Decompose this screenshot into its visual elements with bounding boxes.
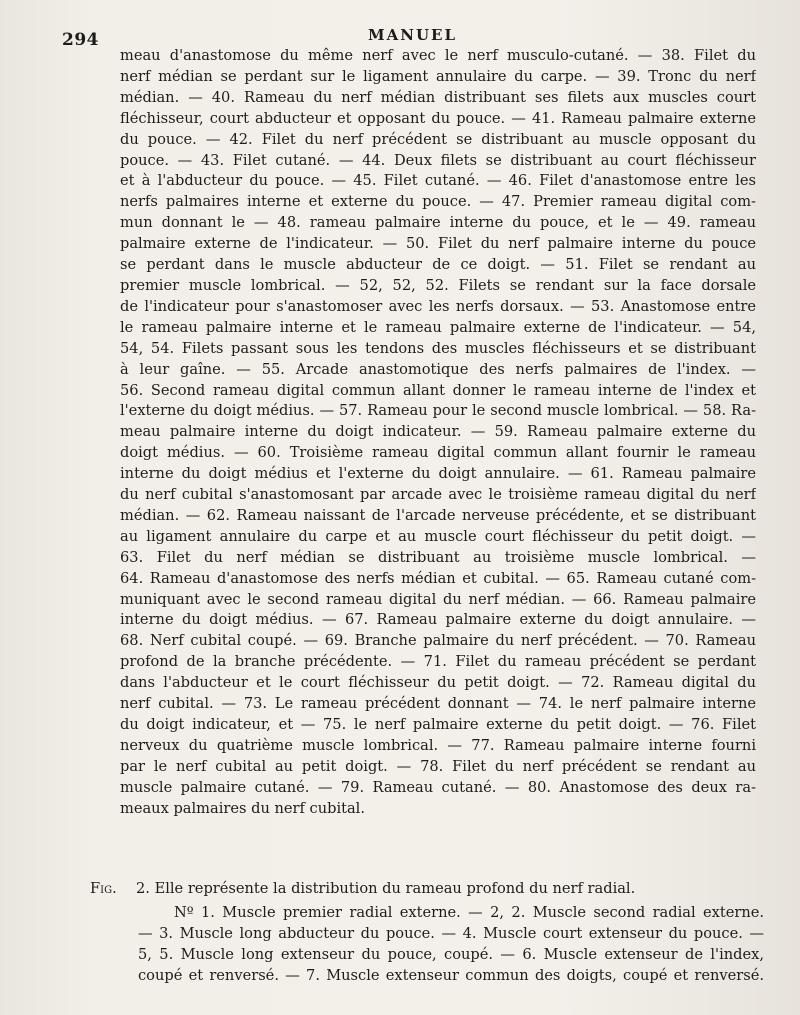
- text-line: médian. — 62. Rameau naissant de l'arcade nerveuse précédente, et se distribuant: [120, 506, 756, 524]
- text-line: 63. Filet du nerf médian se distribuant au troisième muscle lombrical. —: [120, 548, 756, 566]
- text-line: meau d'anastomose du même nerf avec le nerf musculo-cutané. — 38. Filet du: [120, 47, 756, 64]
- figure-label: Fig.: [90, 880, 117, 897]
- text-line: dans l'abducteur et le court fléchisseur du petit doigt. — 72. Rameau digital du: [120, 674, 756, 692]
- text-line: nerf médian se perdant sur le ligament annulaire du carpe. — 39. Tronc du nerf: [120, 67, 756, 85]
- text-line: médian. — 40. Rameau du nerf médian distribuant ses filets aux muscles court: [120, 88, 756, 106]
- text-line: à leur gaîne. — 55. Arcade anastomotique des nerfs palmaires de l'index. —: [120, 360, 756, 378]
- text-line: muniquant avec le second rameau digital du nerf médian. — 66. Rameau palmaire: [120, 590, 756, 608]
- text-line: doigt médius. — 60. Troisième rameau digital commun allant fournir le rameau: [120, 444, 756, 462]
- text-line: de l'indicateur pour s'anastomoser avec les nerfs dorsaux. — 53. Anastomose entre: [120, 297, 756, 315]
- text-line: le rameau palmaire interne et le rameau palmaire externe de l'indicateur. — 54,: [120, 318, 756, 336]
- text-line: 64. Rameau d'anastomose des nerfs médian et cubital. — 65. Rameau cutané com-: [120, 569, 756, 587]
- text-line: par le nerf cubital au petit doigt. — 78. Filet du nerf précédent se rendant au: [120, 757, 756, 775]
- text-line: et à l'abducteur du pouce. — 45. Filet cutané. — 46. Filet d'anastomose entre les: [120, 172, 756, 190]
- text-line: interne du doigt médius et l'externe du doigt annulaire. — 61. Rameau palmaire: [120, 465, 756, 483]
- text-line: premier muscle lombrical. — 52, 52, 52. Filets se rendant sur la face dorsale: [120, 276, 756, 294]
- text-line: profond de la branche précédente. — 71. Filet du rameau précédent se perdant: [120, 653, 756, 671]
- text-line: interne du doigt médius. — 67. Rameau palmaire externe du doigt annulaire. —: [120, 611, 756, 629]
- text-line: au ligament annulaire du carpe et au muscle court fléchisseur du petit doigt. —: [120, 527, 756, 545]
- text-line: du nerf cubital s'anastomosant par arcade avec le troisième rameau digital du nerf: [120, 486, 756, 504]
- text-line: nerveux du quatrième muscle lombrical. — 77. Rameau palmaire interne fourni: [120, 736, 756, 754]
- body-text: [120, 46, 756, 820]
- text-line: palmaire externe de l'indicateur. — 50. Filet du nerf palmaire interne du pouce: [120, 235, 756, 253]
- legend-line: 5, 5. Muscle long extenseur du pouce, coupé. — 6. Muscle extenseur de l'index,: [138, 946, 764, 963]
- figure-legend: [138, 902, 764, 986]
- text-line: du pouce. — 42. Filet du nerf précédent se distribuant au muscle opposant du: [120, 130, 756, 148]
- text-line: fléchisseur, court abducteur et opposant du pouce. — 41. Rameau palmaire externe: [120, 109, 756, 127]
- legend-line: Nº 1. Muscle premier radial externe. — 2, 2. Muscle second radial externe.: [174, 904, 764, 921]
- text-line: meaux palmaires du nerf cubital.: [120, 799, 365, 817]
- text-line: meau palmaire interne du doigt indicateur. — 59. Rameau palmaire externe du: [120, 423, 756, 441]
- text-line: pouce. — 43. Filet cutané. — 44. Deux filets se distribuant au court fléchisseur: [120, 151, 756, 169]
- legend-line: — 3. Muscle long abducteur du pouce. — 4. Muscle court extenseur du pouce. —: [138, 925, 764, 942]
- text-line: nerf cubital. — 73. Le rameau précédent donnant — 74. le nerf palmaire interne: [120, 695, 756, 713]
- text-line: l'externe du doigt médius. — 57. Rameau pour le second muscle lombrical. — 58. Ra-: [120, 402, 756, 420]
- legend-line: coupé et renversé. — 7. Muscle extenseur commun des doigts, coupé et renversé.: [138, 967, 764, 984]
- text-line: muscle palmaire cutané. — 79. Rameau cutané. — 80. Anastomose des deux ra-: [120, 778, 756, 796]
- text-line: se perdant dans le muscle abducteur de ce doigt. — 51. Filet se rendant au: [120, 256, 756, 274]
- text-line: 68. Nerf cubital coupé. — 69. Branche palmaire du nerf précédent. — 70. Rameau: [120, 632, 756, 650]
- text-line: nerfs palmaires interne et externe du pouce. — 47. Premier rameau digital com-: [120, 193, 756, 211]
- text-line: mun donnant le — 48. rameau palmaire interne du pouce, et le — 49. rameau: [120, 214, 756, 232]
- running-title: MANUEL: [368, 26, 458, 44]
- text-line: 56. Second rameau digital commun allant donner le rameau interne de l'index et: [120, 381, 756, 399]
- page-number: 294: [62, 30, 99, 50]
- text-line: 54, 54. Filets passant sous les tendons des muscles fléchisseurs et se distribuant: [120, 339, 756, 357]
- figure-caption: 2. Elle représente la distribution du rameau profond du nerf radial.: [136, 880, 636, 897]
- text-line: du doigt indicateur, et — 75. le nerf palmaire externe du petit doigt. — 76. Filet: [120, 716, 756, 733]
